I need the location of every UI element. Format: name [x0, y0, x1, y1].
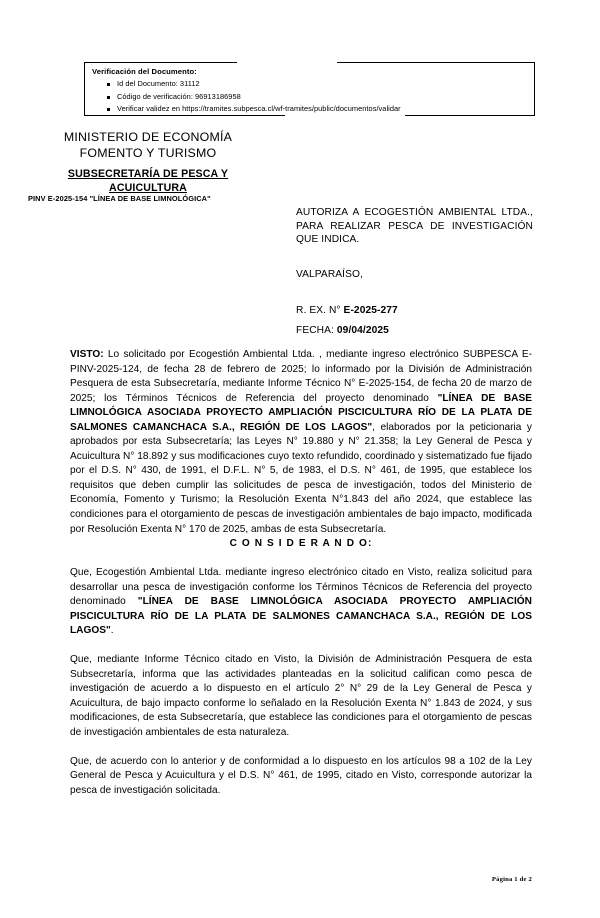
- considerando-heading: C O N S I D E R A N D O:: [229, 538, 373, 550]
- ministry-line-2: FOMENTO Y TURISMO: [79, 145, 217, 160]
- letterhead: [28, 130, 268, 203]
- spacer: [70, 639, 532, 653]
- visto-text-part-1: Lo solicitado por Ecogestión Ambiental Ltda. , mediante ingreso electrónico SUBPESCA E-PINV-2025-124, de fecha 28 de febrero de 2025; lo informado por la División de Administración Pesquera de esta Subsecretaría, mediante Informe Técnico N° E-2025-154, de fecha 20 de marzo de 2025; los Términos Técnicos de Referencia del proyecto denominado: [70, 349, 532, 404]
- document-subject: AUTORIZA A ECOGESTIÓN AMBIENTAL LTDA., PARA REALIZAR PESCA DE INVESTIGACIÓN QUE INDICA.: [296, 207, 533, 246]
- verification-item-code: Código de verificación: 96913186958: [117, 91, 401, 104]
- page-number-footer: Página 1 de 2: [491, 876, 532, 883]
- place-line: VALPARAÍSO,: [296, 268, 363, 280]
- spacer: [70, 740, 532, 754]
- resolution-number: E-2025-277: [343, 304, 398, 316]
- header-right-column: [296, 206, 533, 336]
- resolution-label: R. EX. N°: [296, 304, 341, 316]
- paragraph-considerando-1: [70, 566, 532, 639]
- verification-box: [84, 62, 535, 116]
- ministry-line-1: MINISTERIO DE ECONOMÍA: [63, 130, 233, 144]
- verification-item-url[interactable]: Verificar validez en https://tramites.subpesca.cl/wf-tramites/public/documentos/validar: [117, 103, 401, 116]
- paragraph-visto: [70, 348, 532, 537]
- paragraph-considerando-2: Que, mediante Informe Técnico citado en Visto, la División de Administración Pesquera de esta Subsecretaría, informa que las actividades planteadas en la solicitud califican como pesca de investigación de acuerdo a lo dispuesto en el artículo 2° N° 29 de la Ley General de Pesca y Acuicultura, de bajo impacto conforme lo señalado en la Resolución Exenta N° 1.843 de 2024, y sus modificaciones, de esta Subsecretaría, que establece las condiciones para el otorgamiento de pescas de investigación ambientales de esta naturaleza.: [70, 654, 532, 738]
- verification-item-document-id: Id del Documento: 31112: [117, 78, 401, 91]
- pinv-reference: PINV E-2025-154 "LÍNEA DE BASE LIMNOLÓGICA": [28, 194, 211, 203]
- verification-title: Verificación del Documento:: [92, 67, 197, 76]
- document-body: [70, 348, 532, 798]
- verification-list: [101, 78, 401, 116]
- date-value: 09/04/2025: [336, 324, 389, 336]
- date-line: [296, 325, 533, 336]
- paragraph-considerando-3: Que, de acuerdo con lo anterior y de conformidad a lo dispuesto en los artículos 98 a 102 de la Ley General de Pesca y Acuicultura y el D.S. N° 461, de 1995, citado en Visto, corresponde autorizar la pesca de investigación solicitada.: [70, 755, 532, 796]
- date-label: FECHA:: [296, 324, 334, 336]
- considerando-1-text-2: .: [110, 625, 114, 637]
- subsecretaria-line-2: ACUICULTURA: [109, 181, 187, 194]
- subsecretaria-line-1: SUBSECRETARÍA DE PESCA Y: [67, 168, 229, 180]
- spacer: [70, 552, 532, 566]
- visto-label: VISTO:: [70, 349, 104, 360]
- box-top-notch: [237, 61, 337, 64]
- considerando-1-project-title: "LÍNEA DE BASE LIMNOLÓGICA ASOCIADA PROYECTO AMPLIACIÓN PISCICULTURA RÍO DE LA PLATA DE SALMONES CAMANCHACA S.A., REGIÓN DE LOS LAGOS": [70, 596, 532, 637]
- visto-text-part-2: , elaborados por la peticionaria y aprobados por esta Subsecretaría; las Leyes N° 19.880 y N° 21.358; la Ley General de Pesca y Acuicultura N° 18.892 y sus modificaciones cuyo texto refundido, coordinado y sistematizado fue fijado por el D.S. N° 430, de 1991, el D.F.L. N° 5, de 1983, el D.S. N° 461, de 1995, que establece los requisitos que deben cumplir las solicitudes de pesca de investigación, todos del Ministerio de Economía, Fomento y Turismo; la Resolución Exenta N°1.843 del año 2024, que establece las condiciones para el otorgamiento de pescas de investigación ambientales de bajo impacto, modificada por Resolución Exenta N° 170 de 2025, ambas de esta Subsecretaría.: [70, 421, 532, 535]
- considerando-1-text-1: Que, Ecogestión Ambiental Ltda. mediante ingreso electrónico citado en Visto, realiza solicitud para desarrollar una pesca de investigación conforme los Términos Técnicos de Referencia del proyecto denominado: [70, 567, 532, 608]
- visto-project-title: "LÍNEA DE BASE LIMNOLÓGICA ASOCIADA PROYECTO AMPLIACIÓN PISCICULTURA RÍO DE LA PLATA DE SALMONES CAMANCHACA S.A., REGIÓN DE LOS LAGOS": [70, 392, 532, 433]
- resolution-line: [296, 305, 533, 316]
